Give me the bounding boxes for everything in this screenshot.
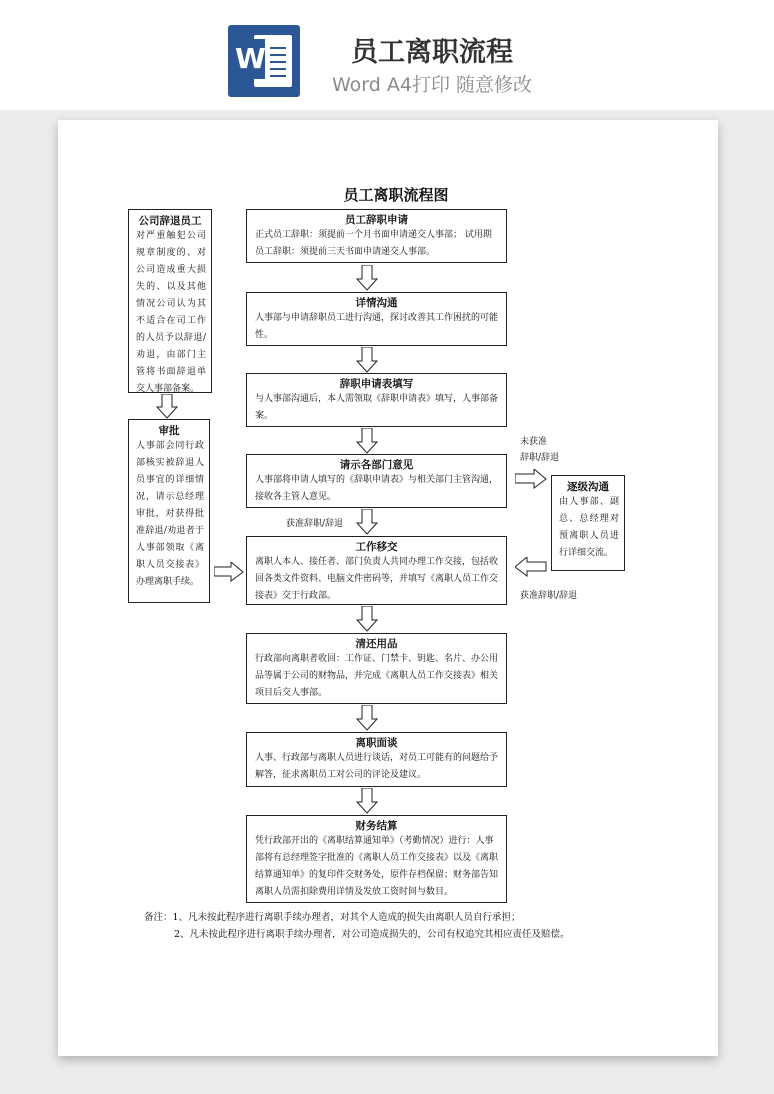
step-body: 人事部将申请人填写的《辞职申请表》与相关部门主管沟通，接收各主管人意见。 — [255, 475, 499, 502]
label-approved-right: 获准辞职/辞退 — [520, 591, 578, 601]
escalation-title: 逐级沟通 — [567, 481, 609, 493]
document-page — [58, 120, 718, 1056]
step-title: 辞职申请表填写 — [339, 378, 414, 390]
down-arrow-icon — [356, 705, 378, 731]
label-resign-dismiss: 辞职/辞退 — [520, 453, 560, 463]
right-arrow-icon — [515, 469, 547, 489]
down-arrow-icon — [356, 606, 378, 632]
banner-subtitle: Word A4打印 随意修改 — [331, 74, 532, 96]
step-body: 正式员工辞职：须提前一个月书面申请递交人事部； 试用期员工辞职：须提前三天书面申请递交人事部。 — [255, 230, 492, 257]
escalation-box — [551, 475, 625, 571]
step-department-opinion — [246, 454, 507, 508]
footnote-2: 2、凡未按此程序进行离职手续办理者，对公司造成损失的，公司有权追究其相应责任及赔偿。 — [174, 929, 570, 940]
dismissal-title: 公司辞退员工 — [138, 215, 202, 227]
dismissal-box — [128, 209, 212, 393]
label-approved-left: 获准辞职/辞退 — [286, 519, 344, 529]
step-exit-interview — [246, 732, 507, 787]
dismissal-body: 对严重触犯公司规章制度的、对公司造成重大损失的、以及其他情况公司认为其不适合在司工作的人员予以辞退/劝退，由部门主管将书面辞退单交人事部备案。 — [136, 231, 206, 394]
step-body: 人事部与申请辞职员工进行沟通，探讨改善其工作困扰的可能性。 — [255, 313, 499, 340]
down-arrow-icon — [156, 394, 178, 419]
step-title: 员工辞职申请 — [345, 214, 408, 226]
step-financial-settlement — [246, 815, 507, 903]
word-letter-w: W — [235, 39, 265, 79]
step-resignation-application — [246, 209, 507, 263]
word-document-icon — [228, 25, 300, 97]
approval-title: 审批 — [158, 425, 180, 437]
step-title: 请示各部门意见 — [339, 459, 414, 471]
step-title: 财务结算 — [355, 820, 398, 832]
step-return-items — [246, 633, 507, 704]
down-arrow-icon — [356, 788, 378, 814]
step-title: 清还用品 — [355, 638, 398, 650]
label-not-approved: 未获准 — [520, 437, 548, 447]
step-body: 离职人本人、接任者、部门负责人共同办理工作交接，包括收回各类文件资料、电脑文件密码等，并填写《离职人员工作交接表》交于行政部。 — [255, 557, 499, 601]
escalation-body: 由人事部、副总、总经理对预离职人员进行详细交流。 — [559, 497, 619, 558]
step-body: 与人事部沟通后，本人需领取《辞职申请表》填写，人事部备案。 — [255, 394, 499, 421]
banner — [0, 0, 774, 110]
step-work-handover — [246, 536, 507, 605]
step-body: 行政部向离职者收回：工作证、门禁卡、钥匙、名片、办公用品等属于公司的财物品，并完成《离职人员工作交接表》相关项目后交人事部。 — [255, 654, 499, 698]
down-arrow-icon — [356, 347, 378, 373]
down-arrow-icon — [356, 509, 378, 535]
down-arrow-icon — [356, 428, 378, 454]
approval-box — [128, 419, 210, 603]
step-form-filling — [246, 373, 507, 427]
approval-body: 人事部会同行政部核实被辞退人员事宜的详细情况，请示总经理审批，对获得批准辞退/劝退者于人事部领取《离职人员交接表》办理离职手续。 — [136, 441, 204, 587]
step-title: 详情沟通 — [355, 297, 398, 309]
step-body: 人事、行政部与离职人员进行谈话，对员工可能有的问题给予解答，征求离职员工对公司的评论及建议。 — [255, 753, 499, 780]
step-title: 离职面谈 — [355, 737, 398, 749]
step-detail-communication — [246, 292, 507, 346]
page-title: 员工离职流程图 — [343, 186, 449, 204]
step-title: 工作移交 — [355, 541, 398, 553]
step-body: 凭行政部开出的《离职结算通知单》（考勤情况）进行：人事部将有总经理签字批准的《离职人员工作交接表》以及《离职结算通知单》的复印件交财务处，原件存档保留；财务部告知离职人员需扣除费用详情及发放工资时间与数目。 — [255, 836, 499, 897]
left-arrow-icon — [515, 557, 547, 577]
right-arrow-icon — [214, 562, 244, 582]
footnote-1: 备注：1、凡未按此程序进行离职手续办理者，对其个人造成的损失由离职人员自行承担； — [144, 912, 521, 923]
banner-title: 员工离职流程 — [351, 37, 513, 68]
down-arrow-icon — [356, 265, 378, 291]
